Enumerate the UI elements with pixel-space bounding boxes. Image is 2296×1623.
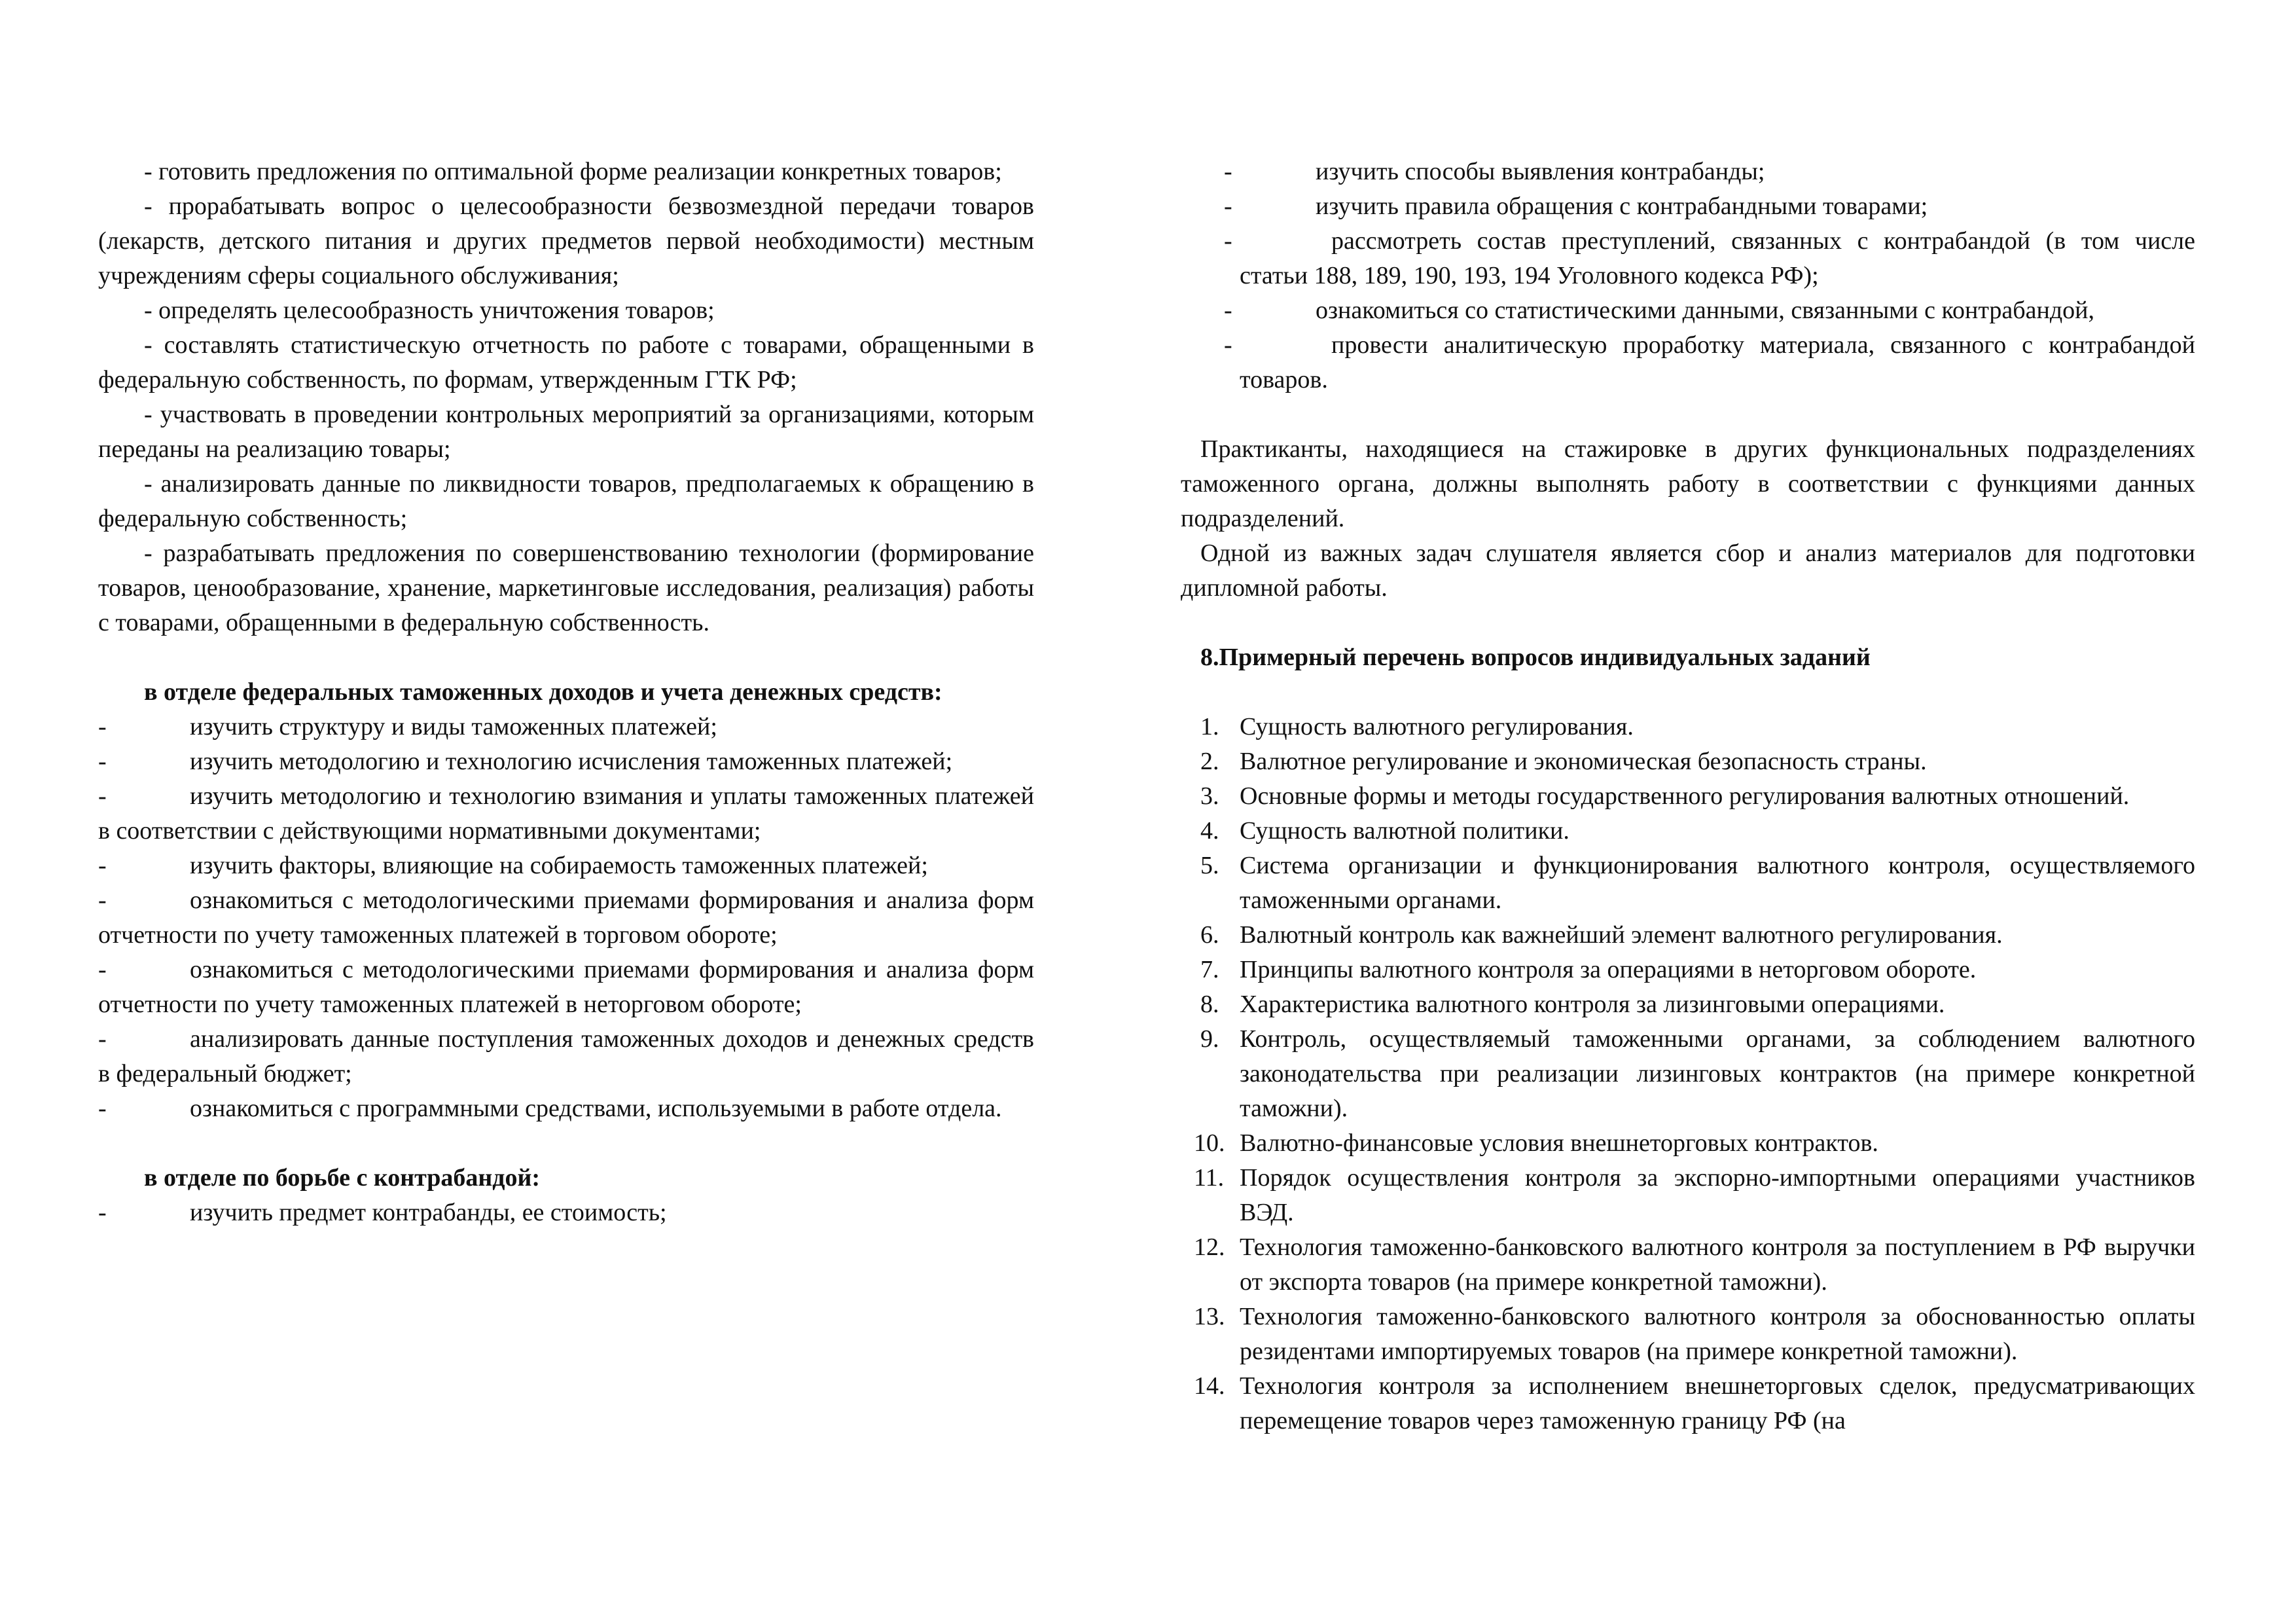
right-column (1181, 155, 2195, 1438)
list-item: - ознакомиться с программными средствами, используемыми в работе отдела. (98, 1095, 1002, 1122)
contraband-item: - рассмотреть состав преступлений, связанных с контрабандой (в том числе статьи 188, 189, 190, 193, 194 Уголовного кодекса РФ); (1224, 227, 2195, 289)
question-item: 9. Контроль, осуществляемый таможенными органами, за соблюдением валютного законодательства при реализации лизинговых контрактов (на примере конкретной таможни). (1200, 1025, 2195, 1122)
question-item: 3. Основные формы и методы государственного регулирования валютных отношений. (1200, 782, 2130, 810)
question-item: 6. Валютный контроль как важнейший элемент валютного регулирования. (1200, 921, 2003, 949)
question-item: 4. Сущность валютной политики. (1200, 817, 1570, 845)
intro-item: - определять целесообразность уничтожения товаров; (144, 297, 715, 324)
list-item: - анализировать данные поступления таможенных доходов и денежных средств в федеральный бюджет; (98, 1025, 1034, 1087)
question-item: 7. Принципы валютного контроля за операциями в неторговом обороте. (1200, 956, 1977, 983)
contraband-item: - провести аналитическую проработку материала, связанного с контрабандой товаров. (1224, 331, 2195, 393)
question-item: 14. Технология контроля за исполнением внешнеторговых сделок, предусматривающих перемещение товаров через таможенную границу РФ (на (1194, 1372, 2195, 1434)
list-item: - изучить предмет контрабанды, ее стоимость; (98, 1199, 667, 1226)
section-heading-questions: 8.Примерный перечень вопросов индивидуальных заданий (1200, 644, 1871, 671)
list-item: - изучить факторы, влияющие на собираемость таможенных платежей; (98, 852, 928, 879)
question-item: 12. Технология таможенно-банковского валютного контроля за поступлением в РФ выручки от экспорта товаров (на примере конкретной таможни). (1194, 1233, 2195, 1296)
question-item: 5. Система организации и функционирования валютного контроля, осуществляемого таможенными органами. (1200, 852, 2195, 914)
intro-item: - прорабатывать вопрос о целесообразности безвозмездной передачи товаров (лекарств, детского питания и других предметов первой необходимости) местным учреждениям сферы социального обслуживания; (98, 192, 1034, 289)
questions-list (1181, 710, 2195, 1438)
paragraph-diploma: Одной из важных задач слушателя является сбор и анализ материалов для подготовки дипломной работы. (1181, 539, 2195, 602)
question-item: 2. Валютное регулирование и экономическая безопасность страны. (1200, 748, 1927, 775)
list-item: - изучить методологию и технологию взимания и уплаты таможенных платежей в соответствии с действующими нормативными документами; (98, 782, 1034, 845)
contraband-item: - ознакомиться со статистическими данными, связанными с контрабандой, (1224, 297, 2095, 324)
question-item: 10. Валютно-финансовые условия внешнеторговых контрактов. (1194, 1129, 1878, 1157)
contraband-item: - изучить способы выявления контрабанды; (1224, 158, 1765, 185)
list-item: - изучить методологию и технологию исчисления таможенных платежей; (98, 748, 953, 775)
question-item: 1. Сущность валютного регулирования. (1200, 713, 1634, 740)
section-heading-contraband: в отделе по борьбе с контрабандой: (144, 1164, 541, 1192)
section-heading-customs-revenue: в отделе федеральных таможенных доходов и учета денежных средств: (144, 678, 942, 706)
question-item: 11. Порядок осуществления контроля за экспорно-импортными операциями участников ВЭД. (1194, 1164, 2195, 1226)
intro-item: - составлять статистическую отчетность по работе с товарами, обращенными в федеральную собственность, по формам, утвержденным ГТК РФ; (98, 331, 1034, 393)
contraband-item: - изучить правила обращения с контрабандными товарами; (1224, 192, 1928, 220)
question-item: 13. Технология таможенно-банковского валютного контроля за обоснованностью оплаты резидентами импортируемых товаров (на примере конкретной таможни). (1194, 1303, 2195, 1365)
intro-item: - анализировать данные по ликвидности товаров, предполагаемых к обращению в федеральную собственность; (98, 470, 1034, 532)
list-item: - ознакомиться с методологическими приемами формирования и анализа форм отчетности по учету таможенных платежей в неторговом обороте; (98, 956, 1034, 1018)
question-item: 8. Характеристика валютного контроля за лизинговыми операциями. (1200, 991, 1945, 1018)
list-item: - ознакомиться с методологическими приемами формирования и анализа форм отчетности по учету таможенных платежей в торговом обороте; (98, 886, 1034, 949)
intro-item: - разрабатывать предложения по совершенствованию технологии (формирование товаров, ценообразование, хранение, маркетинговые исследования, реализация) работы с товарами, обращенными в федеральную собственность. (98, 539, 1034, 636)
paragraph-trainees: Практиканты, находящиеся на стажировке в других функциональных подразделениях таможенного органа, должны выполнять работу в соответствии с функциями данных подразделений. (1181, 435, 2195, 532)
intro-item: - готовить предложения по оптимальной форме реализации конкретных товаров; (144, 158, 1002, 185)
left-column (98, 155, 1034, 1230)
intro-item: - участвовать в проведении контрольных мероприятий за организациями, которым переданы на реализацию товары; (98, 401, 1034, 463)
list-item: - изучить структуру и виды таможенных платежей; (98, 713, 717, 740)
